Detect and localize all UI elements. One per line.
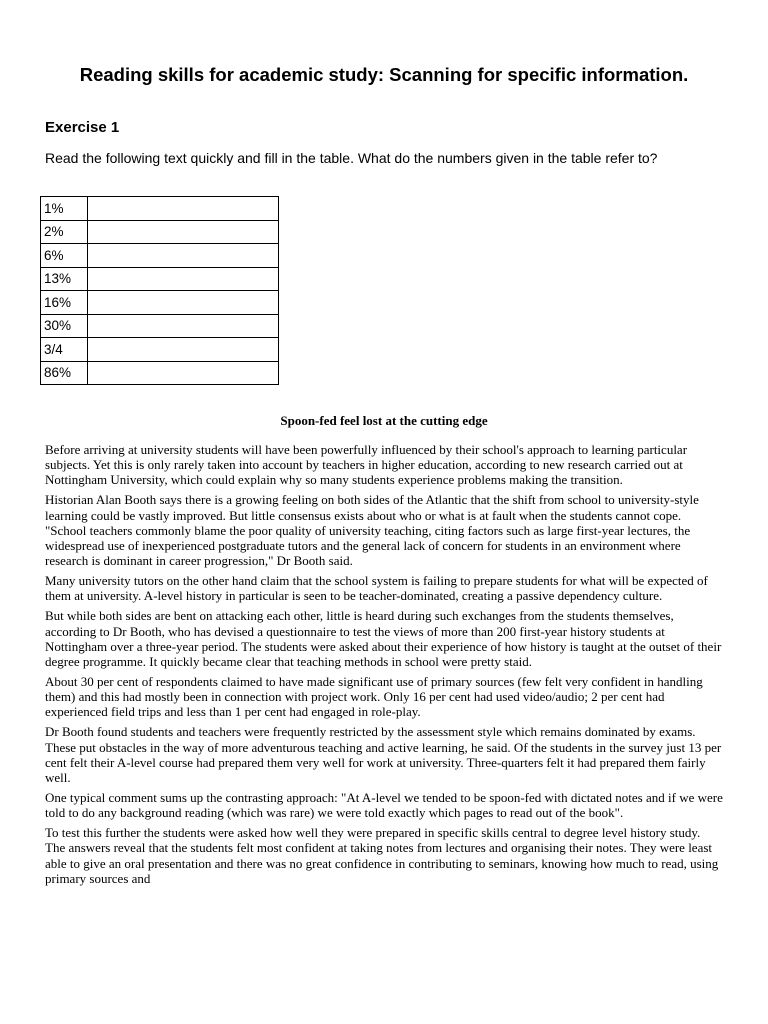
page-title: Reading skills for academic study: Scanning for specific information.	[79, 64, 689, 85]
article-paragraph: About 30 per cent of respondents claimed to have made significant use of primary sources (few felt very confident in handling them) and this had mostly been in connection with project work. Only 16 per cent had used video/audio; 2 per cent had experienced field trips and less than 1 per cent had engaged in role-play.	[45, 674, 703, 720]
table-number-cell: 30%	[41, 314, 88, 338]
table-row	[41, 267, 279, 291]
table-answer-cell[interactable]	[88, 197, 279, 221]
table-answer-cell[interactable]	[88, 361, 279, 385]
table-answer-cell[interactable]	[88, 267, 279, 291]
exercise-heading: Exercise 1	[45, 119, 120, 136]
answer-table	[40, 196, 279, 385]
table-number-cell: 1%	[41, 197, 88, 221]
article-paragraph: To test this further the students were asked how well they were prepared in specific skills central to degree level history study. The answers reveal that the students felt most confident at taking notes from lectures and organising their notes. They were least able to give an oral presentation and there was no great confidence in contributing to seminars, knowing how much to read, using primary sources and	[45, 825, 719, 886]
table-number-cell: 86%	[41, 361, 88, 385]
table-number-cell: 13%	[41, 267, 88, 291]
table-answer-cell[interactable]	[88, 338, 279, 362]
exercise-instructions: Read the following text quickly and fill in the table. What do the numbers given in the table refer to?	[45, 150, 658, 166]
table-answer-cell[interactable]	[88, 314, 279, 338]
table-row	[41, 220, 279, 244]
article-paragraph: Before arriving at university students will have been powerfully influenced by their school's approach to learning particular subjects. Yet this is only rarely taken into account by teachers in higher education, according to new research carried out at Nottingham University, which could explain why so many students experience problems making the transition.	[45, 442, 688, 488]
table-answer-cell[interactable]	[88, 291, 279, 315]
table-number-cell: 16%	[41, 291, 88, 315]
table-answer-cell[interactable]	[88, 220, 279, 244]
article-paragraph: Dr Booth found students and teachers were frequently restricted by the assessment style which remains dominated by exams. These put obstacles in the way of more adventurous teaching and active learning, he said. Of the students in the survey just 13 per cent felt their A-level course had prepared them very well for work at university. Three-quarters felt it had prepared them fairly well.	[45, 724, 722, 786]
article-body	[45, 442, 723, 891]
table-answer-cell[interactable]	[88, 244, 279, 268]
table-row	[41, 291, 279, 315]
table-row	[41, 244, 279, 268]
article-title: Spoon-fed feel lost at the cutting edge	[280, 413, 488, 428]
table-number-cell: 2%	[41, 220, 88, 244]
article-paragraph: But while both sides are bent on attacking each other, little is heard during such exchanges from the students themselves, according to Dr Booth, who has devised a questionnaire to test the views of more than 200 first-year history students at Nottingham over a three-year period. The students were asked about their experience of how history is taught at the outset of their degree programme. It quickly became clear that teaching methods in school were pretty staid.	[45, 608, 722, 670]
article-paragraph: Many university tutors on the other hand claim that the school system is failing to prepare students for what will be expected of them at university. A-level history in particular is seen to be teacher-dominated, creating a passive dependency culture.	[45, 573, 708, 604]
table-row	[41, 361, 279, 385]
article-paragraph: One typical comment sums up the contrasting approach: "At A-level we tended to be spoon-fed with dictated notes and if we were told to do any background reading (which was rare) we were told exactly which pages to read out of the book".	[45, 790, 723, 821]
table-number-cell: 6%	[41, 244, 88, 268]
article-paragraph: Historian Alan Booth says there is a growing feeling on both sides of the Atlantic that the shift from school to university-style learning could be vastly improved. But little consensus exists about who or what is at fault when the students cannot cope. "School teachers commonly blame the poor quality of university teaching, citing factors such as large first-year lectures, the widespread use of inexperienced postgraduate tutors and the general lack of concern for students in an environment where research is dominant in career progression," Dr Booth said.	[45, 492, 699, 569]
table-row	[41, 338, 279, 362]
table-row	[41, 314, 279, 338]
table-number-cell: 3/4	[41, 338, 88, 362]
table-row	[41, 197, 279, 221]
